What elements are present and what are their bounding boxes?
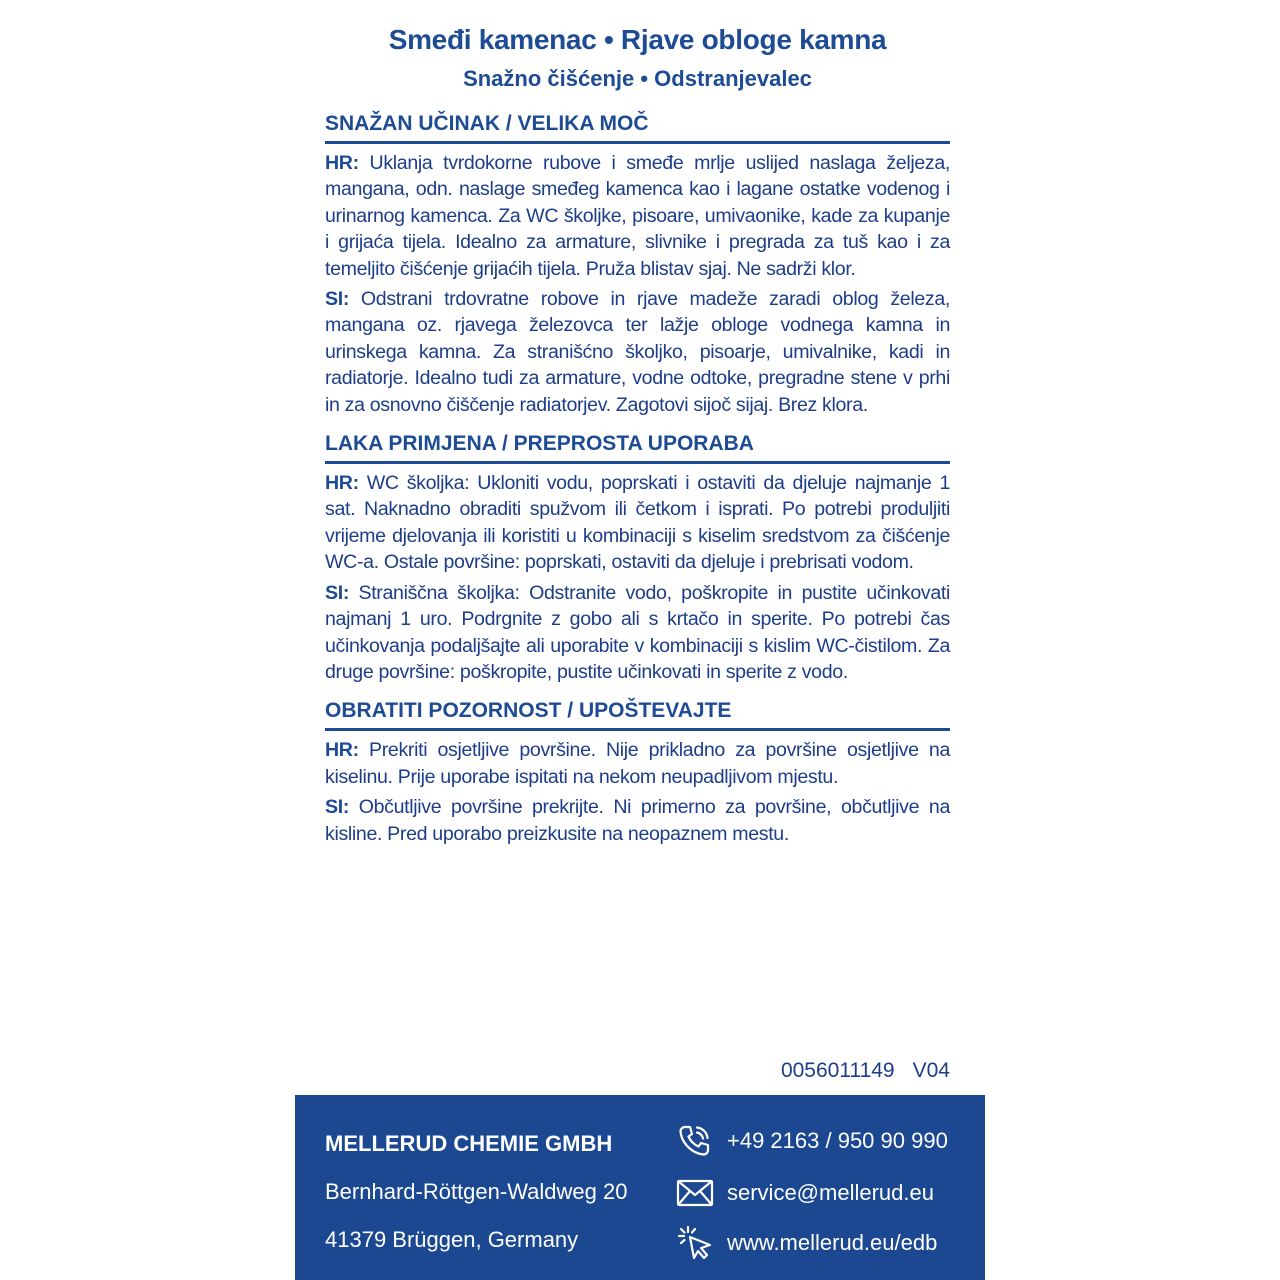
product-label: [325, 20, 950, 847]
paragraph-text: WC školjka: Ukloniti vodu, poprskati i ostaviti da djeluje najmanje 1 sat. Naknadno obraditi spužvom ili četkom i isprati. Po potrebi produljiti vrijeme djelovanja ili koristiti u kombinaciji s kiselim sredstvom za čišćenje WC-a. Ostale površine: poprskati, ostaviti da djeluje i prebrisati vodom.: [325, 472, 950, 574]
address-city: 41379 Brüggen, Germany: [325, 1227, 579, 1252]
product-code: [781, 1056, 950, 1086]
product-title: Smeđi kamenac • Rjave obloge kamna: [388, 24, 887, 55]
lang-tag: SI:: [325, 796, 349, 819]
contact-email[interactable]: [675, 1175, 934, 1211]
product-subtitle: Snažno čišćenje • Odstranjevalec: [463, 66, 812, 91]
section-effect: [325, 110, 950, 418]
section-heading: OBRATITI POZORNOST / UPOŠTEVAJTE: [325, 697, 950, 731]
lang-tag: SI:: [325, 288, 349, 311]
email-address: service@mellerud.eu: [727, 1180, 934, 1205]
section-heading: SNAŽAN UČINAK / VELIKA MOČ: [325, 110, 950, 144]
paragraph-text: Prekriti osjetljive površine. Nije prikladno za površine osjetljive na kiselinu. Prije uporabe ispitati na nekom neupadljivom mjestu.: [325, 739, 950, 788]
paragraph-si: [325, 286, 950, 418]
footer-banner: [295, 1095, 985, 1280]
envelope-icon: [675, 1175, 715, 1211]
paragraph-hr: [325, 737, 950, 790]
cursor-click-icon: [675, 1225, 715, 1261]
section-usage: [325, 430, 950, 685]
paragraph-text: Odstrani trdovratne robove in rjave madeže zaradi oblog železa, mangana oz. rjavega železovca ter lažje obloge vodnega kamna in urinskega kamna. Za stranišćno školjko, pisoarje, umivalnike, kadi in radiatorje. Idealno tudi za armature, vodne odtoke, pregradne stene v prhi in za osnovno čiščenje radiatorjev. Zagotovi sijoč sijaj. Brez klora.: [325, 288, 950, 416]
paragraph-text: Uklanja tvrdokorne rubove i smeđe mrlje uslijed naslaga željeza, mangana, odn. naslage smeđeg kamenca kao i lagane ostatke vodenog i urinarnog kamenca. Za WC školjke, pisoare, umivaonike, kade za kupanje i grijaća tijela. Idealno za armature, slivnike i pregrada za tuš kao i za temeljito čišćenje grijaćih tijela. Pruža blistav sjaj. Ne sadrži klor.: [325, 152, 950, 280]
contact-web[interactable]: [675, 1225, 937, 1261]
paragraph-si: [325, 580, 950, 686]
product-number: 0056011149: [780, 1059, 895, 1082]
section-caution: [325, 697, 950, 847]
lang-tag: HR:: [325, 472, 359, 495]
lang-tag: SI:: [325, 581, 349, 604]
address-street: Bernhard-Röttgen-Waldweg 20: [325, 1179, 628, 1204]
lang-tag: HR:: [325, 152, 359, 174]
website-url: www.mellerud.eu/edb: [727, 1230, 938, 1255]
paragraph-text: Straniščna školjka: Odstranite vodo, poškropite in pustite učinkovati najmanj 1 uro. Podrgnite z gobo ali s krtačo in sperite. Po potrebi čas učinkovanja podaljšajte ali uporabite v kombinaciji s kislim WC-čistilom. Za druge površine: poškropite, pustite učinkovati in sperite z vodo.: [325, 581, 950, 683]
paragraph-text: Občutljive površine prekrijte. Ni primerno za površine, občutljive na kisline. Pred uporabo preizkusite na neopaznem mestu.: [325, 796, 950, 845]
paragraph-hr: [325, 150, 950, 282]
phone-number: +49 2163 / 950 90 990: [727, 1128, 948, 1153]
company-name: MELLERUD CHEMIE GMBH: [325, 1131, 613, 1156]
paragraph-hr: [325, 470, 950, 576]
lang-tag: HR:: [325, 739, 359, 762]
contact-phone[interactable]: [675, 1123, 948, 1159]
paragraph-si: [325, 794, 950, 847]
phone-icon: [675, 1123, 715, 1159]
product-version: V04: [912, 1059, 950, 1082]
section-heading: LAKA PRIMJENA / PREPROSTA UPORABA: [325, 430, 950, 464]
